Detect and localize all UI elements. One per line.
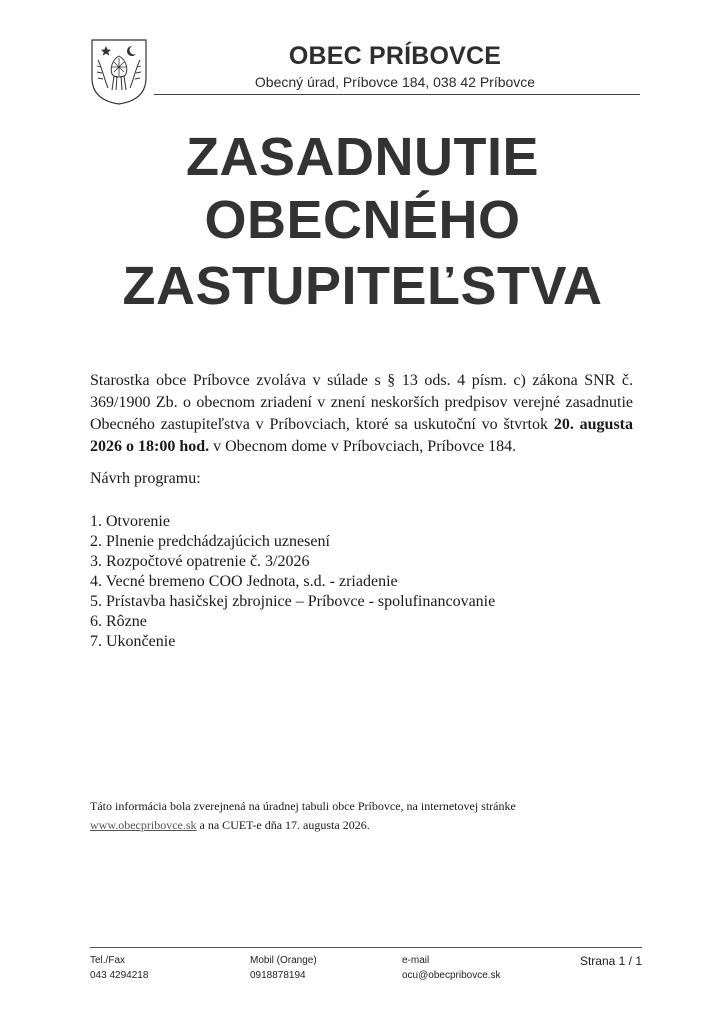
publication-note xyxy=(90,797,610,835)
municipality-name: OBEC PRÍBOVCE xyxy=(288,42,502,70)
phone-label: Tel./Fax xyxy=(90,955,126,966)
program-item: 6. Rôzne xyxy=(90,613,147,630)
mobile-number: 0918878194 xyxy=(250,970,306,981)
email-label: e-mail xyxy=(402,955,430,966)
mobile-label: Mobil (Orange) xyxy=(250,955,317,966)
publication-text: Táto informácia bola zverejnená na úradnej tabuli obce Príbovce, na internetovej stránke xyxy=(90,799,516,813)
program-item: 2. Plnenie predchádzajúcich uznesení xyxy=(90,533,330,550)
footer-phone xyxy=(90,953,148,983)
meeting-place: v Obecnom dome v Príbovciach, Príbovce 184. xyxy=(209,438,517,455)
headline-line-2: OBECNÉHO xyxy=(204,190,521,250)
office-address: Obecný úrad, Príbovce 184, 038 42 Príbovce xyxy=(254,74,536,90)
footer-email xyxy=(402,953,501,983)
program-item: 1. Otvorenie xyxy=(90,513,170,530)
footer-mobile xyxy=(250,953,317,983)
announcement-paragraph xyxy=(90,370,633,458)
email-address[interactable]: ocu@obecpribovce.sk xyxy=(402,970,501,981)
page-number: Strana 1 / 1 xyxy=(579,954,642,968)
program-item: 7. Ukončenie xyxy=(90,633,176,650)
announcement-intro: Starostka obce Príbovce zvoláva v súlade s § 13 ods. 4 písm. c) zákona SNR č. 369/1900 Zb. o obecnom zriadení v znení neskorších predpisov verejné zasadnutie Obecného zastupiteľstva v Príbovciach, ktoré sa uskutoční vo štvrtok xyxy=(90,372,633,433)
program-list xyxy=(90,512,495,652)
phone-number: 043 4294218 xyxy=(90,970,149,981)
meeting-datetime: 20. augusta 2026 o 18:00 hod. xyxy=(90,416,633,455)
program-item: 5. Prístavba hasičskej zbrojnice – Príbovce - spolufinancovanie xyxy=(90,593,496,610)
program-item: 3. Rozpočtové opatrenie č. 3/2026 xyxy=(90,553,310,570)
coat-of-arms-icon xyxy=(90,38,148,106)
website-link[interactable]: www.obecpribovce.sk xyxy=(90,818,197,832)
program-item: 4. Vecné bremeno COO Jednota, s.d. - zriadenie xyxy=(90,573,398,590)
program-heading: Návrh programu: xyxy=(90,470,201,487)
header-divider xyxy=(154,94,640,95)
footer-divider xyxy=(90,947,642,948)
headline-line-3: ZASTUPITEĽSTVA xyxy=(122,256,603,316)
publication-date-text: a na CUET-e dňa 17. augusta 2026. xyxy=(196,818,370,832)
headline-line-1: ZASADNUTIE xyxy=(186,127,539,187)
